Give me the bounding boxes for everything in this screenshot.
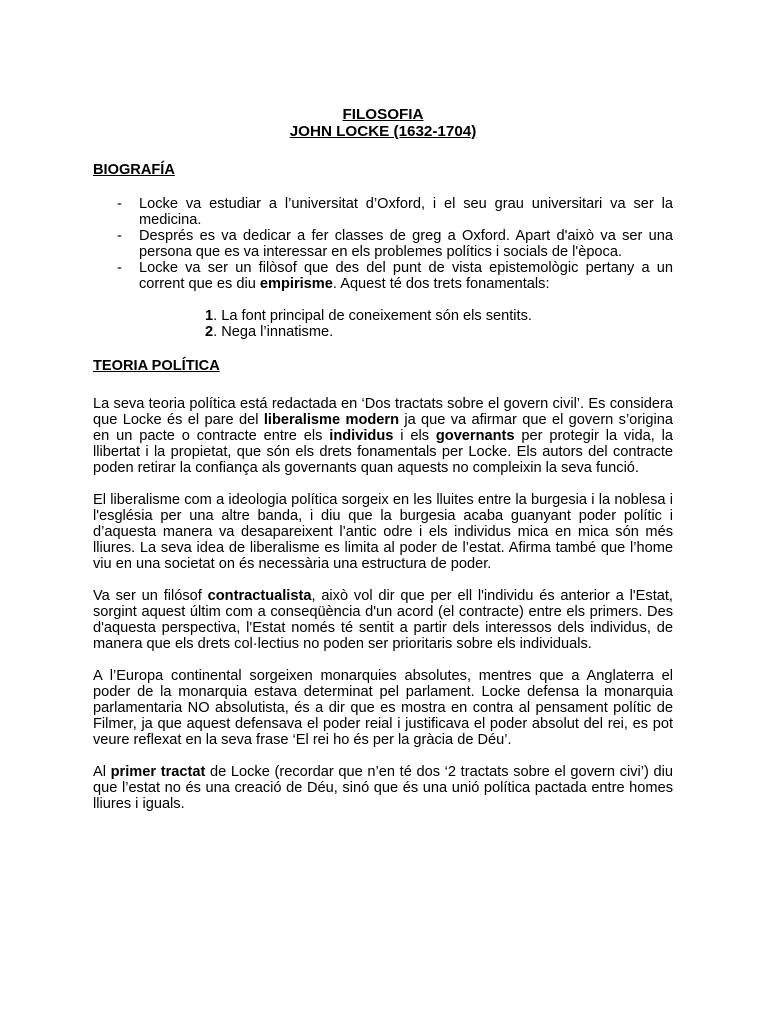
empirisme-term: empirisme: [259, 276, 333, 292]
author-name: JOHN LOCKE: [289, 123, 390, 140]
paragraph-monarquia: A l’Europa continental sorgeixen monarquies absolutes, mentres que a Anglaterra el poder de la monarquia estava determinat pel parlament. Locke defensa la monarquia parlamentaria NO absolutista, és a dir que es mostra en contra al pensament polític de Filmer, ja que aquest defensava el poder reial i justificava el poder absolut del rei, es pot veure reflexat en la seva frase ‘El rei ho és per la gràcia de Déu’.: [93, 668, 673, 748]
paragraph-liberalisme: El liberalisme com a ideologia política sorgeix en les lluites entre la burgesia i la noblesa i l'església per una altre banda, i diu que la burgesia acaba guanyant poder polític i d’aquesta manera va desapareixent l’antic odre i els individus mica en mica són més lliures. La seva idea de liberalisme es limita al poder de l’estat. Afirma també que l’home viu en una societat on és necessària una estructura de poder.: [93, 492, 673, 572]
paragraph-text: Al: [93, 764, 111, 780]
paragraph-contractualista: [93, 588, 673, 652]
paragraph-text: de Locke (recordar que n’en té dos ‘2 tractats sobre el govern civi’) diu que l’estat no és una creació de Déu, sinó que és una unió política pactada entre homes lliures i iguals.: [93, 764, 673, 812]
bullet-text: Locke va estudiar a l’universitat d’Oxford, i el seu grau universitari va ser la medicina.: [139, 196, 673, 228]
contractualista-term: contractualista: [207, 588, 312, 604]
list-item: [93, 228, 673, 260]
trait-item: [205, 308, 673, 324]
paragraph-text: i els: [393, 428, 436, 444]
bullet-text: Després es va dedicar a fer classes de greg a Oxford. Apart d'això va ser una persona que es va interessar en els problemes polítics i socials de l'època.: [139, 228, 673, 260]
bullet-text-end: . Aquest té dos trets fonamentals:: [332, 276, 550, 292]
list-item: [93, 260, 673, 292]
traits-list: [93, 308, 673, 340]
bullet-text-start: Locke va ser un filòsof que des del punt de vista epistemològic pertany a un corrent que es diu: [139, 260, 673, 292]
document-title: [93, 106, 673, 140]
biografia-heading: BIOGRAFÍA: [93, 162, 175, 178]
governants-term: governants: [435, 428, 515, 444]
trait-text: . Nega l’innatisme.: [213, 324, 334, 340]
author-years: (1632-1704): [393, 123, 477, 140]
paragraph-text: Va ser un filósof: [93, 588, 208, 604]
trait-item: [205, 324, 673, 340]
paragraph-text: ja que va afirmar que el govern s’origina en un pacte o contracte entre els: [93, 412, 673, 444]
trait-text: . La font principal de coneixement són els sentits.: [213, 308, 532, 324]
teoria-politica-heading: TEORIA POLÍTICA: [93, 358, 220, 374]
paragraph-primer-tractat: [93, 764, 673, 812]
bullet-dash: -: [117, 196, 122, 212]
trait-number: 2: [205, 324, 214, 340]
paragraph-teoria: [93, 396, 673, 476]
document-page: [93, 106, 673, 812]
paragraph-text: per protegir la vida, la llibertat i la propietat, que són els drets fonamentals per Locke. Els autors del contracte poden retirar la confiança als governants quan aquests no compleixin la seva funció.: [93, 428, 673, 476]
individus-term: individus: [329, 428, 394, 444]
bullet-dash: -: [117, 228, 122, 244]
paragraph-text: La seva teoria política está redactada en ‘Dos tractats sobre el govern civil’. Es considera que Locke és el pare del: [93, 396, 673, 428]
trait-number: 1: [205, 308, 214, 324]
biografia-list: [93, 196, 673, 292]
bullet-dash: -: [117, 260, 122, 276]
primer-tractat-term: primer tractat: [110, 764, 206, 780]
paragraph-text: , això vol dir que per ell l'individu és anterior a l'Estat, sorgint aquest últim com a conseqüència d'un acord (el contracte) entre els primers. Des d'aquesta perspectiva, l'Estat només té sentit a partir dels interessos dels individus, de manera que els drets col·lectius no poden ser prioritaris sobre els individuals.: [93, 588, 673, 652]
subject-title: FILOSOFIA: [342, 106, 424, 123]
list-item: [93, 196, 673, 228]
liberalisme-modern-term: liberalisme modern: [263, 412, 399, 428]
author-line: [93, 123, 673, 140]
